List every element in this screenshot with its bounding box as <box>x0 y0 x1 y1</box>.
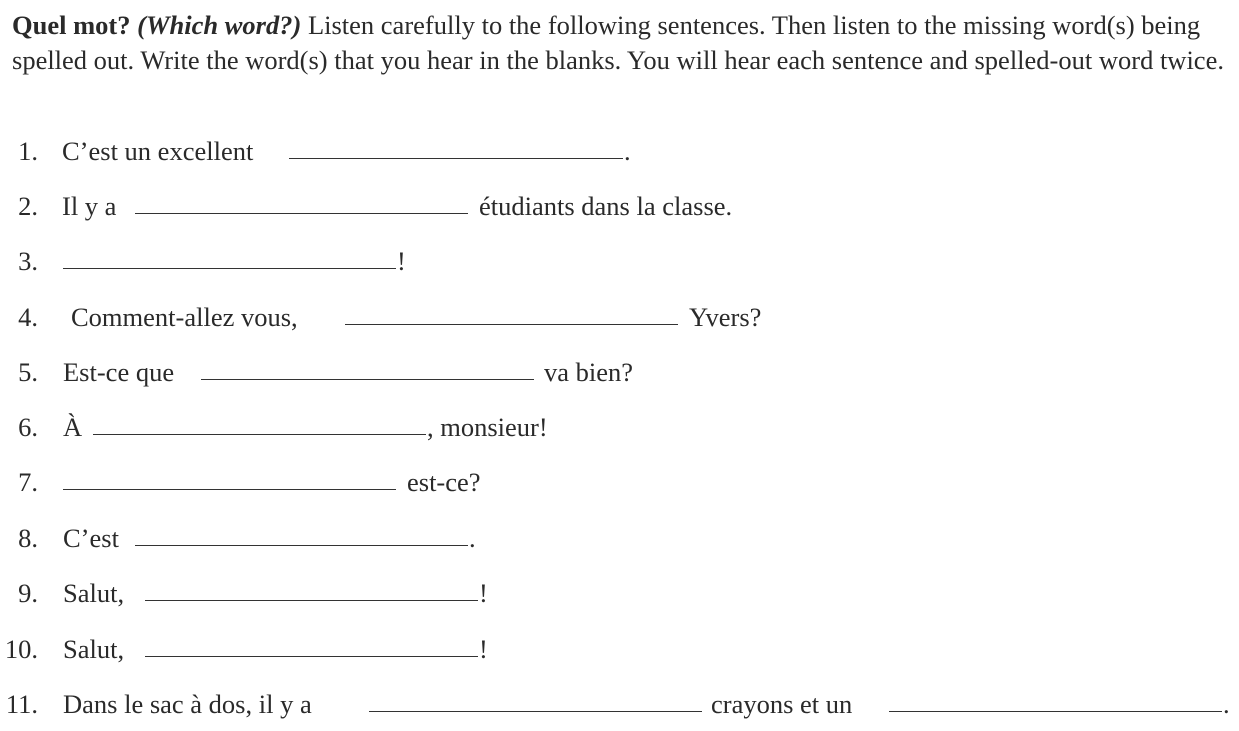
answer-blank[interactable] <box>145 656 478 657</box>
answer-blank[interactable] <box>93 434 426 435</box>
exercise-title: Quel mot? <box>12 10 131 40</box>
item-text-before: Il y a <box>62 191 117 221</box>
answer-blank[interactable] <box>201 379 534 380</box>
item-text-before: C’est un excellent <box>62 136 254 166</box>
item-text-after: , monsieur! <box>427 412 548 442</box>
exercise-item-1 <box>0 131 1239 171</box>
exercise-item-5 <box>0 352 1239 392</box>
item-text-after: est-ce? <box>407 467 481 497</box>
exercise-item-11 <box>0 684 1239 724</box>
item-text-after: ! <box>479 634 488 664</box>
item-text-before: Salut, <box>63 578 125 608</box>
item-number: 6. <box>18 412 38 442</box>
item-text-after: étudiants dans la classe. <box>479 191 733 221</box>
item-number: 7. <box>18 467 38 497</box>
item-text-after: va bien? <box>544 357 634 387</box>
item-number: 3. <box>18 246 38 276</box>
item-text-before: Dans le sac à dos, il y a <box>63 689 312 719</box>
answer-blank[interactable] <box>345 324 678 325</box>
answer-blank[interactable] <box>145 600 478 601</box>
item-text-before: Salut, <box>63 634 125 664</box>
answer-blank[interactable] <box>289 158 623 159</box>
item-text-before: Est-ce que <box>63 357 175 387</box>
item-number: 2. <box>18 191 38 221</box>
item-text-before: Comment-allez vous, <box>71 302 298 332</box>
answer-blank[interactable] <box>63 489 396 490</box>
instructions-text: Listen carefully to the following sentences. Then listen to the missing word(s) being spelled out. Write the word(s) that you hear in the blanks. You will hear each sentence and spelled-out word twice. <box>12 10 1224 75</box>
item-text-before: C’est <box>63 523 119 553</box>
answer-blank[interactable] <box>369 711 702 712</box>
item-text-middle: crayons et un <box>711 689 853 719</box>
answer-blank[interactable] <box>135 545 468 546</box>
item-number: 8. <box>18 523 38 553</box>
exercise-item-8 <box>0 518 1239 558</box>
item-number: 10. <box>4 634 38 664</box>
answer-blank[interactable] <box>63 268 396 269</box>
exercise-item-4 <box>0 297 1239 337</box>
exercise-title-translation: (Which word?) <box>137 10 302 40</box>
item-number: 4. <box>18 302 38 332</box>
item-number: 9. <box>18 578 38 608</box>
item-text-after: . <box>469 523 476 553</box>
item-text-end: . <box>1223 689 1230 719</box>
answer-blank[interactable] <box>135 213 468 214</box>
item-text-after: ! <box>479 578 488 608</box>
item-text-after: ! <box>397 246 406 276</box>
exercise-item-10 <box>0 629 1239 669</box>
item-number: 11. <box>5 689 38 719</box>
exercise-item-3 <box>0 241 1239 281</box>
item-text-after: Yvers? <box>689 302 762 332</box>
exercise-item-2 <box>0 186 1239 226</box>
exercise-item-9 <box>0 573 1239 613</box>
answer-blank[interactable] <box>889 711 1222 712</box>
instructions-paragraph <box>12 8 1227 77</box>
item-number: 1. <box>18 136 38 166</box>
exercise-item-6 <box>0 407 1239 447</box>
item-text-after: . <box>624 136 631 166</box>
item-text-before: À <box>63 412 83 442</box>
item-number: 5. <box>18 357 38 387</box>
exercise-item-7 <box>0 462 1239 502</box>
